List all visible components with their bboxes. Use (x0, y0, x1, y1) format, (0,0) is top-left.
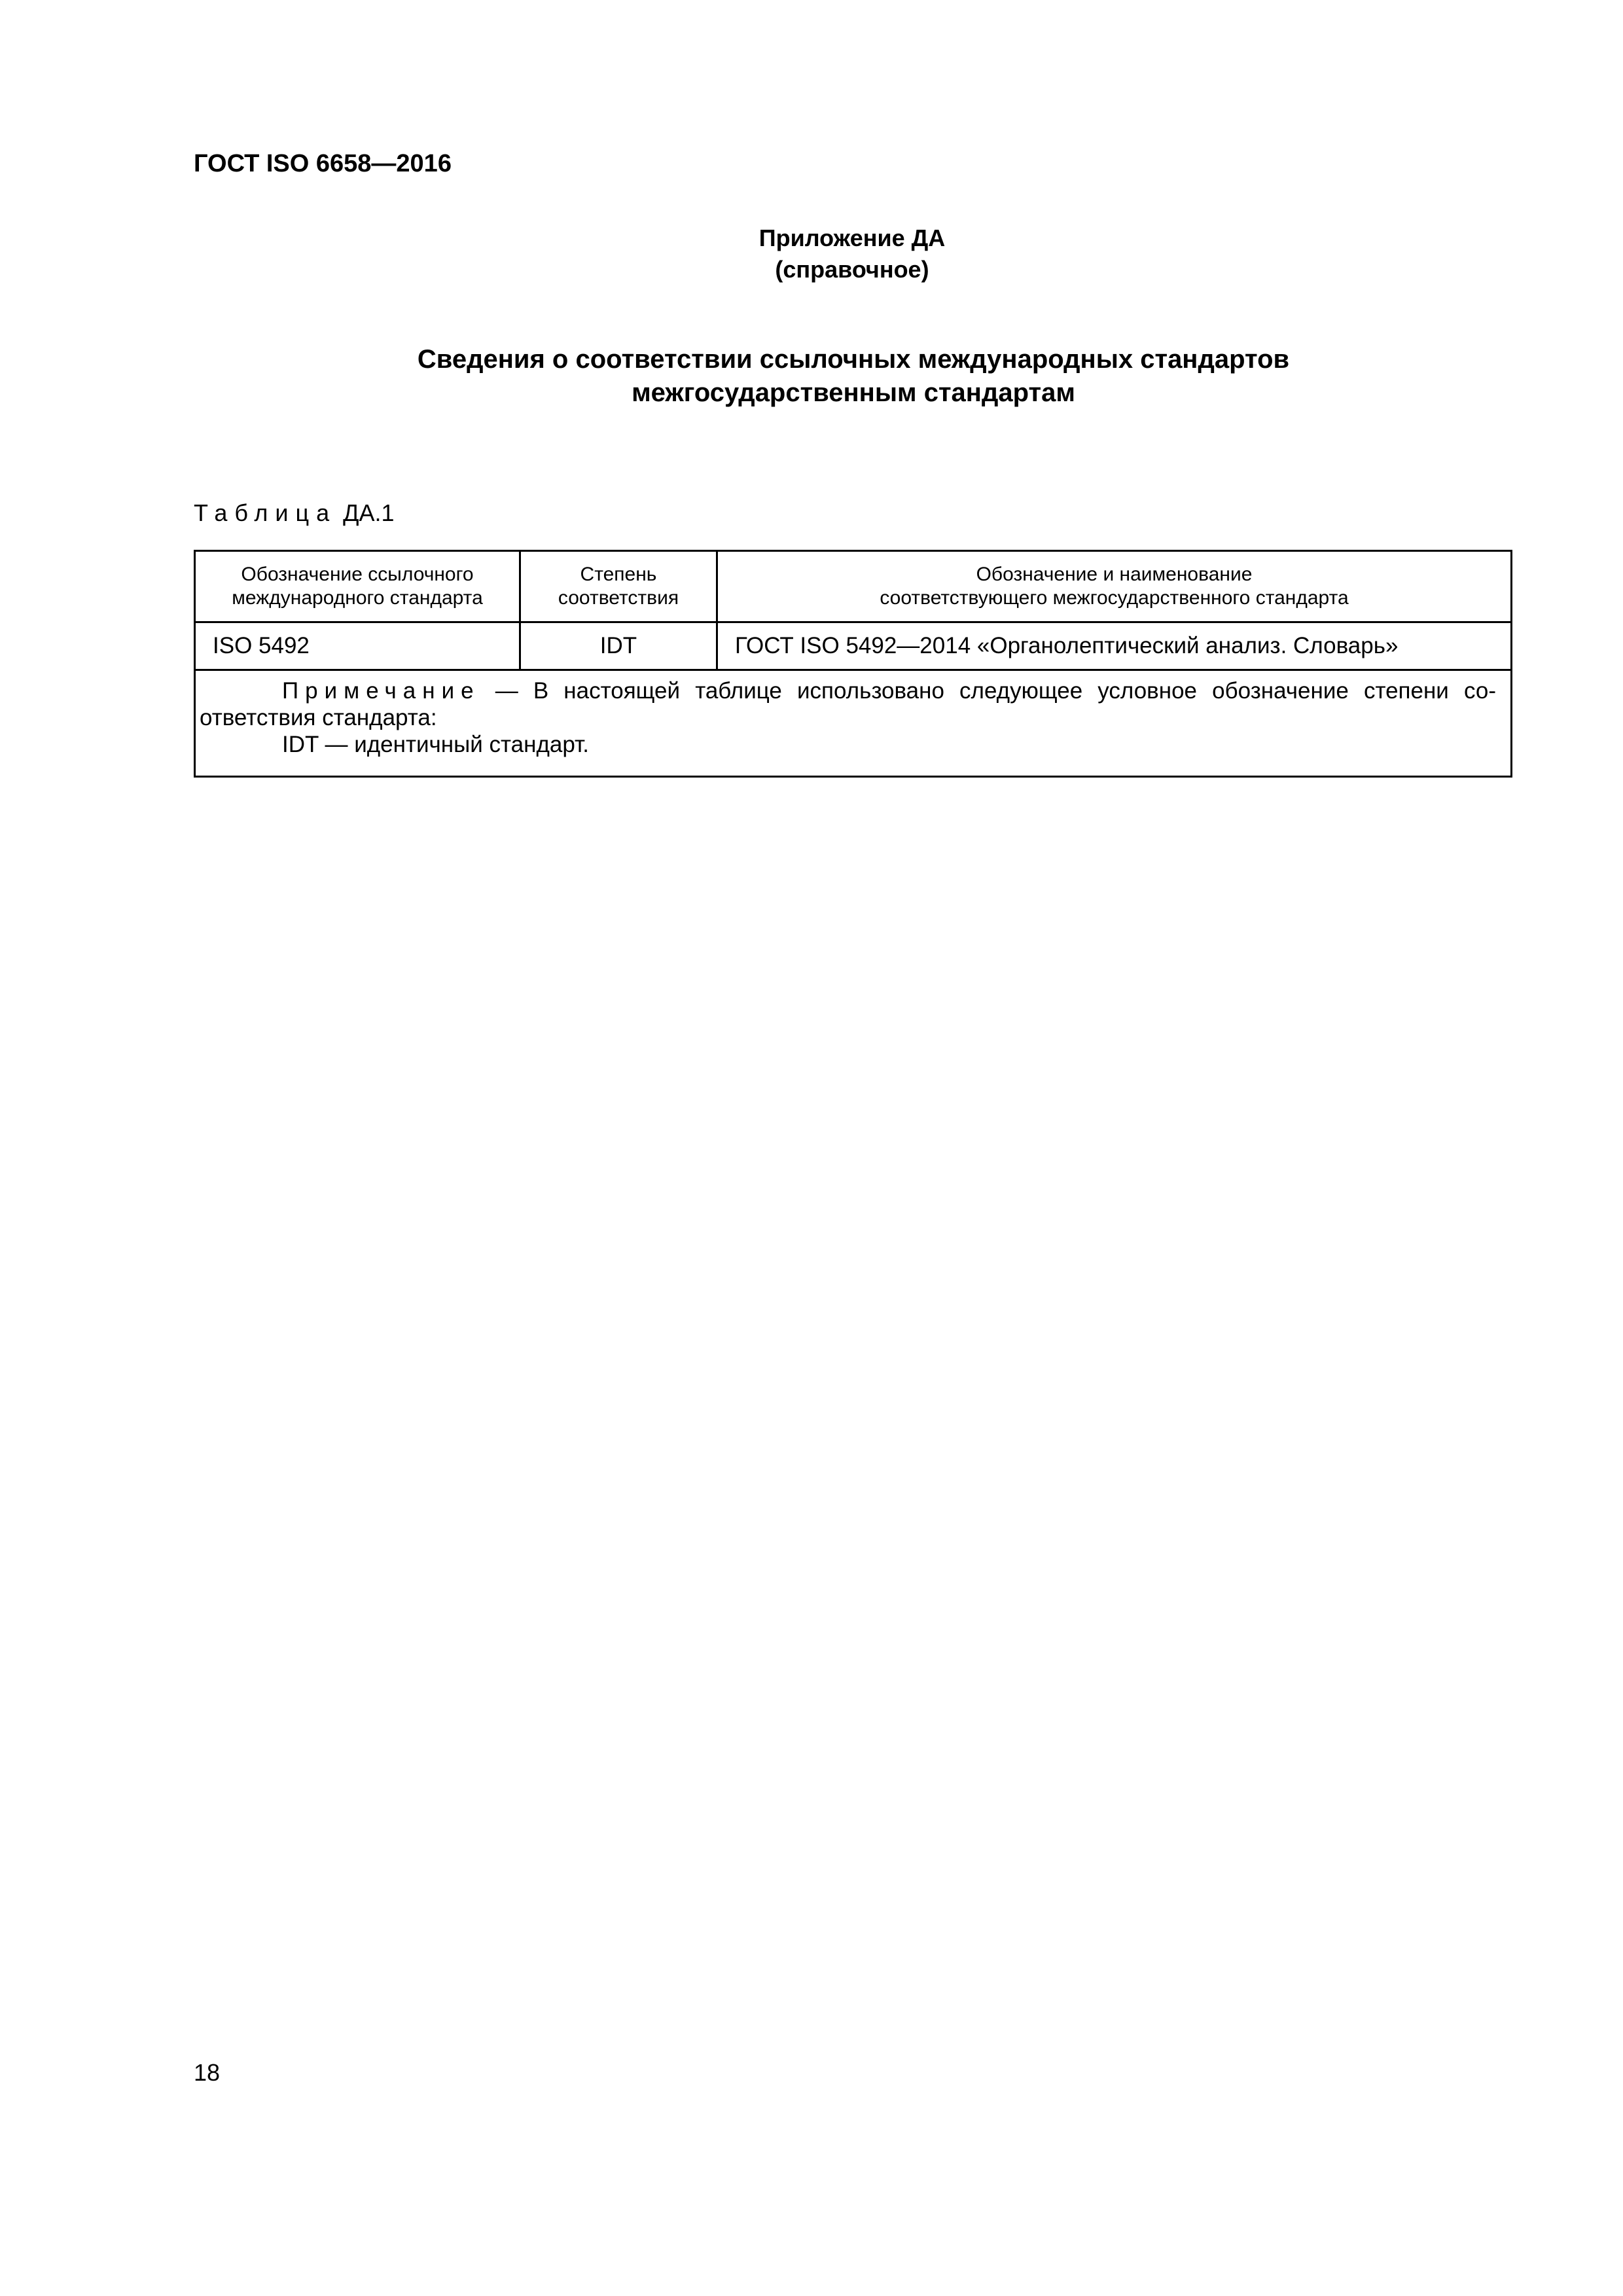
annex-type: (справочное) (775, 256, 929, 283)
table-caption-word: Таблица (194, 499, 337, 526)
section-heading (194, 343, 1513, 410)
annex-header (0, 223, 1623, 285)
note-label: Примечание (282, 678, 480, 704)
header-degree: Степень соответствия (520, 551, 717, 622)
heading-line-1: Сведения о соответствии ссылочных международных стандартов (417, 345, 1290, 374)
note-line-1 (200, 677, 1496, 704)
cell-interstate-standard: ГОСТ ISO 5492—2014 «Органолептический анализ. Словарь» (717, 622, 1512, 670)
correspondence-table (194, 550, 1512, 778)
table-caption-number: ДА.1 (343, 499, 395, 526)
table-header-row (195, 551, 1512, 622)
note-line-2: ответствия стандарта: (200, 705, 437, 730)
table-note-row (195, 670, 1512, 777)
header-interstate-standard: Обозначение и наименование соответствующего межгосударственного стандарта (717, 551, 1512, 622)
table-caption (194, 497, 395, 529)
header-ref-standard: Обозначение ссылочного международного стандарта (195, 551, 520, 622)
page-number: 18 (194, 2059, 221, 2086)
document-code: ГОСТ ISO 6658—2016 (194, 150, 452, 177)
note-text-1: — В настоящей таблице использовано следующее условное обозначение степени со- (495, 678, 1496, 704)
table-row (195, 622, 1512, 670)
annex-title: Приложение ДА (758, 224, 946, 251)
heading-line-2: межгосударственным стандартам (632, 378, 1075, 407)
cell-degree: IDT (520, 622, 717, 670)
cell-ref-standard: ISO 5492 (195, 622, 520, 670)
table-note (195, 670, 1512, 777)
note-line-3: IDT — идентичный стандарт. (282, 732, 589, 757)
